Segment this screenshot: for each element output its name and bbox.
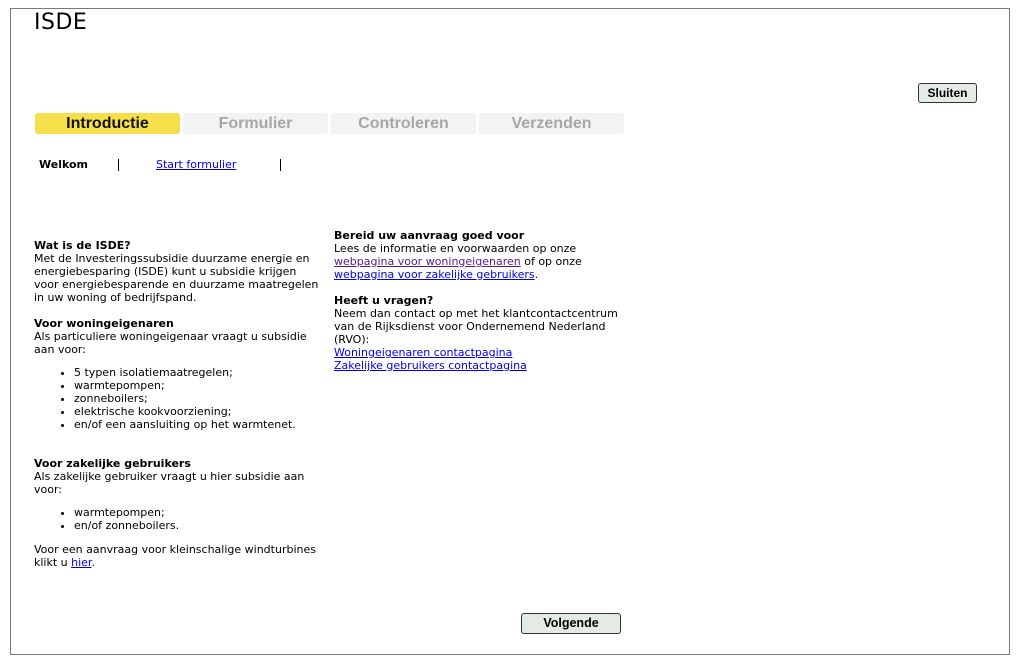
intro-right-column <box>334 229 624 372</box>
business-list <box>34 506 324 532</box>
prepare-text: Lees de informatie en voorwaarden op onze webpagina voor woningeigenaren of op onze webpagina voor zakelijke gebruikers. <box>334 242 582 281</box>
step-introductie[interactable]: Introductie <box>35 113 180 134</box>
business-heading: Voor zakelijke gebruikers <box>34 457 191 470</box>
list-item: • en/of een aansluiting op het warmtenet. <box>74 418 324 431</box>
subnav-current-welkom: Welkom <box>39 158 89 171</box>
list-item: • zonneboilers; <box>74 392 324 405</box>
business-text: Als zakelijke gebruiker vraagt u hier subsidie aan voor: <box>34 470 305 496</box>
step-controleren: Controleren <box>331 113 476 134</box>
homeowners-list <box>34 366 324 431</box>
step-verzenden: Verzenden <box>479 113 624 134</box>
list-item: • 5 typen isolatiemaatregelen; <box>74 366 324 379</box>
intro-left-column <box>34 239 324 569</box>
homeowners-contact-link[interactable]: Woningeigenaren contactpagina <box>334 346 513 359</box>
list-item: • en/of zonneboilers. <box>74 519 324 532</box>
what-is-isde-heading: Wat is de ISDE? <box>34 239 131 252</box>
homeowners-text: Als particuliere woningeigenaar vraagt u subsidie aan voor: <box>34 330 307 356</box>
step-formulier: Formulier <box>183 113 328 134</box>
what-is-isde-text: Met de Investeringssubsidie duurzame energie en energiebesparing (ISDE) kunt u subsidie krijgen voor energiebesparende en duurzame maatregelen in uw woning of bedrijfspand. <box>34 252 319 304</box>
list-item: • elektrische kookvoorziening; <box>74 405 324 418</box>
close-button[interactable]: Sluiten <box>918 83 977 103</box>
homeowners-webpage-link[interactable]: webpagina voor woningeigenaren <box>334 255 521 268</box>
prepare-heading: Bereid uw aanvraag goed voor <box>334 229 525 242</box>
subnav-separator <box>118 159 119 171</box>
questions-text: Neem dan contact op met het klantcontactcentrum van de Rijksdienst voor Ondernemend Nederland (RVO): <box>334 307 618 346</box>
list-item: • warmtepompen; <box>74 506 324 519</box>
app-title: ISDE <box>34 10 88 35</box>
next-button[interactable]: Volgende <box>521 613 621 634</box>
business-contact-link[interactable]: Zakelijke gebruikers contactpagina <box>334 359 527 372</box>
start-formulier-link[interactable]: Start formulier <box>156 158 237 171</box>
list-item: • warmtepompen; <box>74 379 324 392</box>
subnav-separator <box>280 159 281 171</box>
homeowners-heading: Voor woningeigenaren <box>34 317 174 330</box>
questions-heading: Heeft u vragen? <box>334 294 434 307</box>
windturbines-text: Voor een aanvraag voor kleinschalige windturbines klikt u hier. <box>34 543 316 569</box>
windturbines-here-link[interactable]: hier <box>71 556 92 569</box>
business-webpage-link[interactable]: webpagina voor zakelijke gebruikers <box>334 268 535 281</box>
step-tabs <box>35 113 624 134</box>
sub-navigation <box>39 158 281 171</box>
